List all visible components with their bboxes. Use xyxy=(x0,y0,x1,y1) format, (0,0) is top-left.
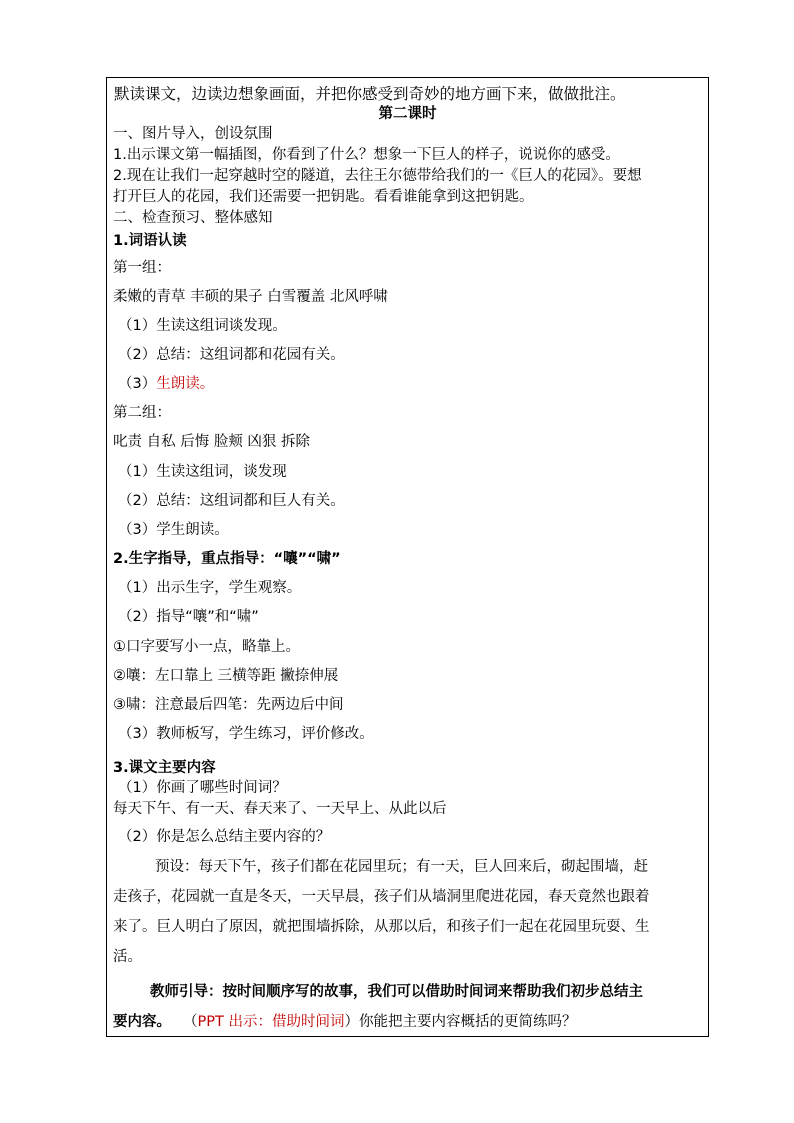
guide-line-1: 教师引导：按时间顺序写的故事，我们可以借助时间词来帮助我们初步总结主 xyxy=(150,984,643,1000)
group-1-words: 柔嫩的青草 丰硕的果子 白雪覆盖 北风呼啸 xyxy=(113,289,388,305)
group-2-words: 叱责 自私 后悔 脸颊 凶狠 拆除 xyxy=(113,434,311,450)
group-2-label: 第二组： xyxy=(113,405,171,421)
char-step-2: （2）指导“嚷”和“啸” xyxy=(118,609,259,625)
content-title: 3.课文主要内容 xyxy=(113,760,216,776)
section-1-paragraph-1: 1.出示课文第一幅插图，你看到了什么？想象一下巨人的样子，说说你的感受。 xyxy=(113,147,620,163)
group-1-step-3: （3）生朗读。 xyxy=(118,376,215,392)
lesson-title: 第二课时 xyxy=(378,106,437,122)
char-note-2: ②嚷：左口靠上 三横等距 撇捺伸展 xyxy=(113,668,339,684)
preset-line-1: 预设：每天下午，孩子们都在花园里玩；有一天，巨人回来后，砌起围墙，赶 xyxy=(155,859,648,875)
guide-line-2: 要内容。 （PPT 出示：借助时间词）你能把主要内容概括的更简练吗？ xyxy=(113,1014,577,1030)
char-step-3: （3）教师板写，学生练习，评价修改。 xyxy=(118,726,374,742)
content-question-1: （1）你画了哪些时间词？ xyxy=(118,780,287,796)
intro-text: 默读课文，边读边想象画面，并把你感受到奇妙的地方画下来，做做批注。 xyxy=(114,85,626,103)
content-question-2: （2）你是怎么总结主要内容的？ xyxy=(118,829,331,845)
group-1-step-1: （1）生读这组词谈发现。 xyxy=(118,318,287,334)
char-title: 2.生字指导，重点指导：“嚷”“啸” xyxy=(113,551,341,567)
section-1-paragraph-2b: 打开巨人的花园，我们还需要一把钥匙。看看谁能拿到这把钥匙。 xyxy=(113,189,534,205)
group-1-step-2: （2）总结：这组词都和花园有关。 xyxy=(118,347,345,363)
group-1-label: 第一组： xyxy=(113,260,171,276)
group-2-step-1: （1）生读这组词，谈发现 xyxy=(118,464,287,480)
preset-line-3: 来了。巨人明白了原因，就把围墙拆除，从那以后，和孩子们一起在花园里玩耍、生 xyxy=(113,919,650,935)
section-1-heading: 一、图片导入，创设氛围 xyxy=(113,126,273,142)
char-note-1: ①口字要写小一点，略靠上。 xyxy=(113,639,300,655)
group-2-step-2: （2）总结：这组词都和巨人有关。 xyxy=(118,493,345,509)
char-note-3: ③啸：注意最后四笔：先两边后中间 xyxy=(113,697,344,713)
time-words: 每天下午、有一天、春天来了、一天早上、从此以后 xyxy=(113,801,447,817)
group-2-step-3: （3）学生朗读。 xyxy=(118,522,229,538)
char-step-1: （1）出示生字，学生观察。 xyxy=(118,580,302,596)
words-title: 1.词语认读 xyxy=(113,233,187,249)
section-2-heading: 二、检查预习、整体感知 xyxy=(113,210,273,226)
section-1-paragraph-2a: 2.现在让我们一起穿越时空的隧道，去往王尔德带给我们的一《巨人的花园》。要想 xyxy=(113,168,642,184)
preset-line-4: 活。 xyxy=(113,949,142,965)
preset-line-2: 走孩子，花园就一直是冬天，一天早晨，孩子们从墙洞里爬进花园，春天竟然也跟着 xyxy=(113,889,650,905)
